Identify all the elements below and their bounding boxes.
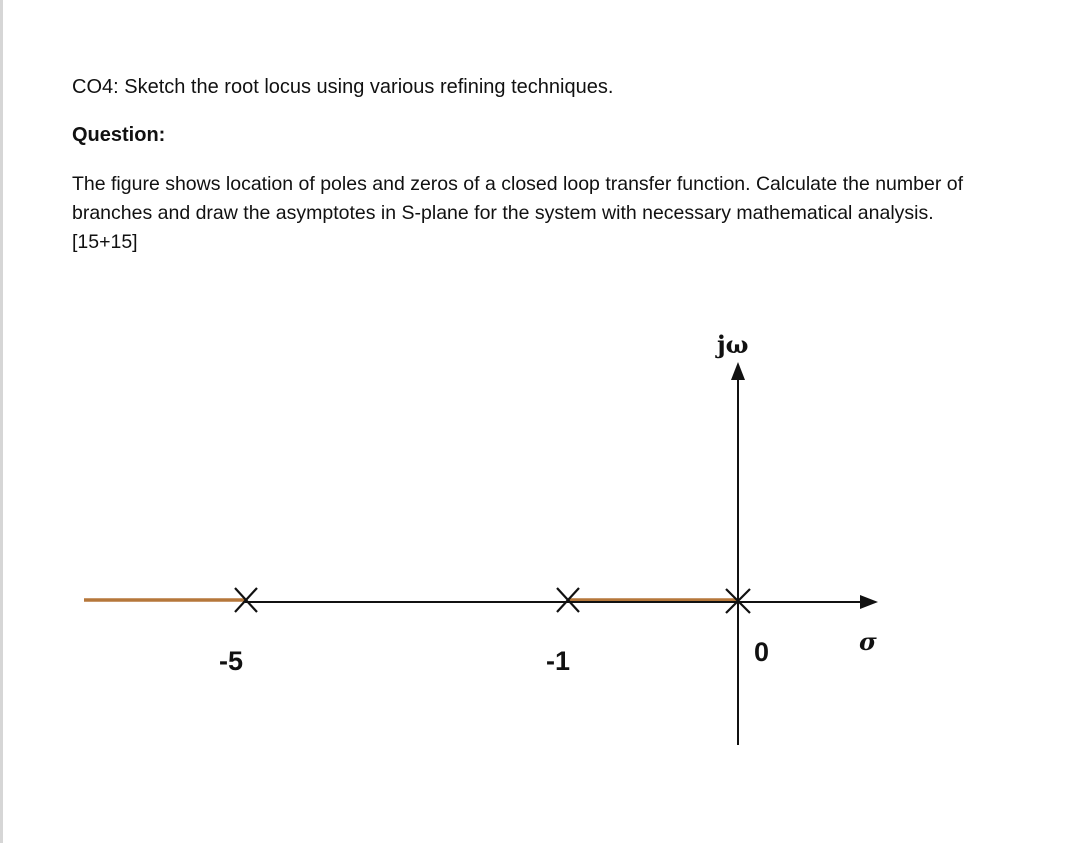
question-heading: Question: xyxy=(72,124,166,146)
course-objective: CO4: Sketch the root locus using various refining techniques. xyxy=(72,76,614,98)
question-line-2: branches and draw the asymptotes in S-plane for the system with necessary mathematical analysis. xyxy=(72,202,934,224)
imaginary-axis-label: jω xyxy=(717,330,749,359)
origin-label: 0 xyxy=(754,637,770,667)
question-line-3: [15+15] xyxy=(72,231,138,253)
question-line-1: The figure shows location of poles and zeros of a closed loop transfer function. Calculate the number of xyxy=(72,173,964,195)
imaginary-axis-arrow-icon xyxy=(731,362,745,380)
pole-label-minus-5: -5 xyxy=(219,646,244,676)
real-axis-arrow-icon xyxy=(860,595,878,609)
pole-label-minus-1: -1 xyxy=(546,646,571,676)
real-axis-label: σ xyxy=(859,627,877,656)
